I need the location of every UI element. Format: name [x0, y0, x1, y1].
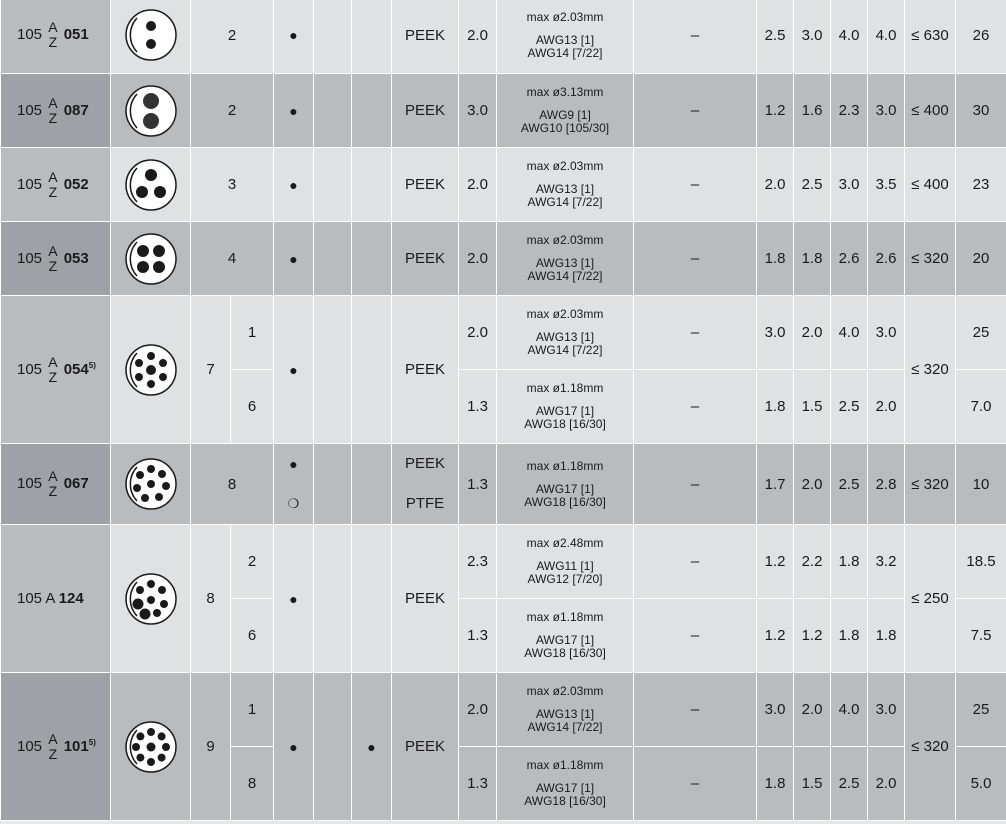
value-cell: 1.8 [868, 599, 905, 673]
sub-contact-count: 8 [231, 747, 274, 821]
contact-diameter: 1.3 [459, 370, 497, 444]
table-row [1, 673, 1006, 747]
value-cell: 3.0 [868, 74, 905, 148]
pin-layout-icon [111, 0, 191, 74]
value-cell: 2.0 [794, 673, 831, 747]
model-number: 105 A Z 067 [1, 444, 111, 525]
value-cell: 2.5 [831, 444, 868, 525]
empty-cell [314, 74, 352, 148]
table-row [1, 444, 1006, 525]
value-cell: 1.5 [794, 747, 831, 821]
value-cell: 2.0 [794, 296, 831, 370]
dot-indicator: ● [274, 148, 314, 222]
insulation-material: PEEK [392, 673, 459, 821]
value-cell: 2.3 [831, 74, 868, 148]
value-cell: 2.6 [868, 222, 905, 296]
contact-diameter: 2.0 [459, 0, 497, 74]
contact-count: 8 [191, 525, 231, 673]
wire-spec: max ø1.18mm AWG17 [1] AWG18 [16/30] [497, 370, 634, 444]
value-cell: 4.0 [868, 0, 905, 74]
value-cell: 2.5 [831, 747, 868, 821]
value-cell: 2.6 [831, 222, 868, 296]
voltage-cell: ≤ 320 [905, 222, 956, 296]
dash-cell: – [634, 444, 757, 525]
value-cell: 2.5 [757, 0, 794, 74]
contact-count: 2 [191, 74, 274, 148]
empty-cell [314, 222, 352, 296]
wire-spec: max ø1.18mm AWG17 [1] AWG18 [16/30] [497, 444, 634, 525]
wire-spec: max ø3.13mm AWG9 [1] AWG10 [105/30] [497, 74, 634, 148]
pin-layout-icon [111, 444, 191, 525]
value-cell: 3.0 [868, 296, 905, 370]
pin-layout-icon [111, 296, 191, 444]
value-cell: 1.8 [757, 222, 794, 296]
value-cell: 1.8 [757, 370, 794, 444]
sub-contact-count: 1 [231, 296, 274, 370]
empty-cell [352, 0, 392, 74]
empty-cell [352, 296, 392, 444]
current-cell: 5.0 [956, 747, 1006, 821]
table-row [1, 74, 1006, 148]
value-cell: 3.0 [868, 673, 905, 747]
empty-cell [352, 444, 392, 525]
current-cell: 26 [956, 0, 1006, 74]
model-number: 105 A Z 054$^{5)}$ [1, 296, 111, 444]
current-cell: 7.5 [956, 599, 1006, 673]
sub-contact-count: 2 [231, 525, 274, 599]
contact-diameter: 3.0 [459, 74, 497, 148]
dash-cell: – [634, 74, 757, 148]
pin-layout-icon [111, 74, 191, 148]
value-cell: 2.5 [831, 370, 868, 444]
value-cell: 2.0 [757, 148, 794, 222]
insulation-material: PEEK [392, 525, 459, 673]
value-cell: 2.2 [794, 525, 831, 599]
contact-count: 7 [191, 296, 231, 444]
dot-indicator: ● [274, 296, 314, 444]
contact-diameter: 2.0 [459, 673, 497, 747]
empty-cell [352, 148, 392, 222]
insulation-material: PEEK [392, 0, 459, 74]
current-cell: 18.5 [956, 525, 1006, 599]
value-cell: 1.2 [794, 599, 831, 673]
dash-cell: – [634, 296, 757, 370]
insulation-material: PEEK PTFE [392, 444, 459, 525]
wire-spec: max ø2.48mm AWG11 [1] AWG12 [7/20] [497, 525, 634, 599]
sub-contact-count: 1 [231, 673, 274, 747]
dash-cell: – [634, 673, 757, 747]
value-cell: 4.0 [831, 296, 868, 370]
dot-indicator: ● [274, 673, 314, 821]
dot-indicator: ● [352, 673, 392, 821]
model-number: 105 A Z 087 [1, 74, 111, 148]
contact-diameter: 1.3 [459, 599, 497, 673]
value-cell: 1.2 [757, 599, 794, 673]
empty-cell [314, 444, 352, 525]
value-cell: 3.5 [868, 148, 905, 222]
wire-spec: max ø2.03mm AWG13 [1] AWG14 [7/22] [497, 222, 634, 296]
value-cell: 1.5 [794, 370, 831, 444]
contact-count: 8 [191, 444, 274, 525]
contact-diameter: 2.0 [459, 296, 497, 370]
contact-count: 9 [191, 673, 231, 821]
contact-diameter: 2.3 [459, 525, 497, 599]
model-number: 105 A Z 053 [1, 222, 111, 296]
sub-contact-count: 6 [231, 370, 274, 444]
value-cell: 4.0 [831, 0, 868, 74]
value-cell: 3.0 [757, 296, 794, 370]
current-cell: 30 [956, 74, 1006, 148]
pin-layout-icon [111, 525, 191, 673]
insulation-material: PEEK [392, 148, 459, 222]
value-cell: 1.6 [794, 74, 831, 148]
dot-indicator: ● [274, 222, 314, 296]
current-cell: 20 [956, 222, 1006, 296]
current-cell: 25 [956, 296, 1006, 370]
dash-cell: – [634, 370, 757, 444]
insulation-material: PEEK [392, 296, 459, 444]
dot-indicator: ● [274, 0, 314, 74]
current-cell: 7.0 [956, 370, 1006, 444]
dash-cell: – [634, 0, 757, 74]
empty-cell [352, 74, 392, 148]
table-row [1, 525, 1006, 599]
contact-diameter: 1.3 [459, 747, 497, 821]
value-cell: 1.7 [757, 444, 794, 525]
insulation-material: PEEK [392, 74, 459, 148]
model-number: 105 A Z 101$^{5)}$ [1, 673, 111, 821]
table-row [1, 222, 1006, 296]
empty-cell [314, 0, 352, 74]
empty-cell [314, 296, 352, 444]
model-number: 105 A 124 [1, 525, 111, 673]
dot-indicator: ● ❍ [274, 444, 314, 525]
value-cell: 2.0 [794, 444, 831, 525]
value-cell: 1.8 [757, 747, 794, 821]
model-number: 105 A Z 052 [1, 148, 111, 222]
dot-indicator: ● [274, 74, 314, 148]
current-cell: 10 [956, 444, 1006, 525]
wire-spec: max ø2.03mm AWG13 [1] AWG14 [7/22] [497, 0, 634, 74]
voltage-cell: ≤ 320 [905, 444, 956, 525]
voltage-cell: ≤ 320 [905, 296, 956, 444]
table-row [1, 296, 1006, 370]
dash-cell: – [634, 599, 757, 673]
empty-cell [314, 525, 352, 673]
contact-diameter: 1.3 [459, 444, 497, 525]
value-cell: 3.0 [757, 673, 794, 747]
contact-diameter: 2.0 [459, 148, 497, 222]
insulation-material: PEEK [392, 222, 459, 296]
dash-cell: – [634, 525, 757, 599]
value-cell: 2.5 [794, 148, 831, 222]
empty-cell [352, 222, 392, 296]
voltage-cell: ≤ 400 [905, 148, 956, 222]
value-cell: 1.8 [794, 222, 831, 296]
contact-count: 2 [191, 0, 274, 74]
value-cell: 2.0 [868, 370, 905, 444]
voltage-cell: ≤ 320 [905, 673, 956, 821]
wire-spec: max ø2.03mm AWG13 [1] AWG14 [7/22] [497, 673, 634, 747]
current-cell: 25 [956, 673, 1006, 747]
pin-layout-icon [111, 222, 191, 296]
wire-spec: max ø2.03mm AWG13 [1] AWG14 [7/22] [497, 296, 634, 370]
wire-spec: max ø2.03mm AWG13 [1] AWG14 [7/22] [497, 148, 634, 222]
voltage-cell: ≤ 250 [905, 525, 956, 673]
value-cell: 4.0 [831, 673, 868, 747]
voltage-cell: ≤ 400 [905, 74, 956, 148]
empty-cell [314, 673, 352, 821]
contact-diameter: 2.0 [459, 222, 497, 296]
dash-cell: – [634, 222, 757, 296]
dash-cell: – [634, 148, 757, 222]
value-cell: 3.0 [831, 148, 868, 222]
value-cell: 1.2 [757, 74, 794, 148]
contact-count: 3 [191, 148, 274, 222]
dash-cell: – [634, 747, 757, 821]
value-cell: 1.8 [831, 525, 868, 599]
value-cell: 3.0 [794, 0, 831, 74]
model-number: 105 A Z 051 [1, 0, 111, 74]
wire-spec: max ø1.18mm AWG17 [1] AWG18 [16/30] [497, 747, 634, 821]
sub-contact-count: 6 [231, 599, 274, 673]
value-cell: 2.8 [868, 444, 905, 525]
table-row [1, 148, 1006, 222]
pin-layout-icon [111, 673, 191, 821]
empty-cell [314, 148, 352, 222]
value-cell: 1.8 [831, 599, 868, 673]
wire-spec: max ø1.18mm AWG17 [1] AWG18 [16/30] [497, 599, 634, 673]
dot-indicator: ● [274, 525, 314, 673]
pin-layout-icon [111, 148, 191, 222]
value-cell: 2.0 [868, 747, 905, 821]
current-cell: 23 [956, 148, 1006, 222]
table-row [1, 0, 1006, 74]
voltage-cell: ≤ 630 [905, 0, 956, 74]
value-cell: 3.2 [868, 525, 905, 599]
empty-cell [352, 525, 392, 673]
contact-count: 4 [191, 222, 274, 296]
value-cell: 1.2 [757, 525, 794, 599]
